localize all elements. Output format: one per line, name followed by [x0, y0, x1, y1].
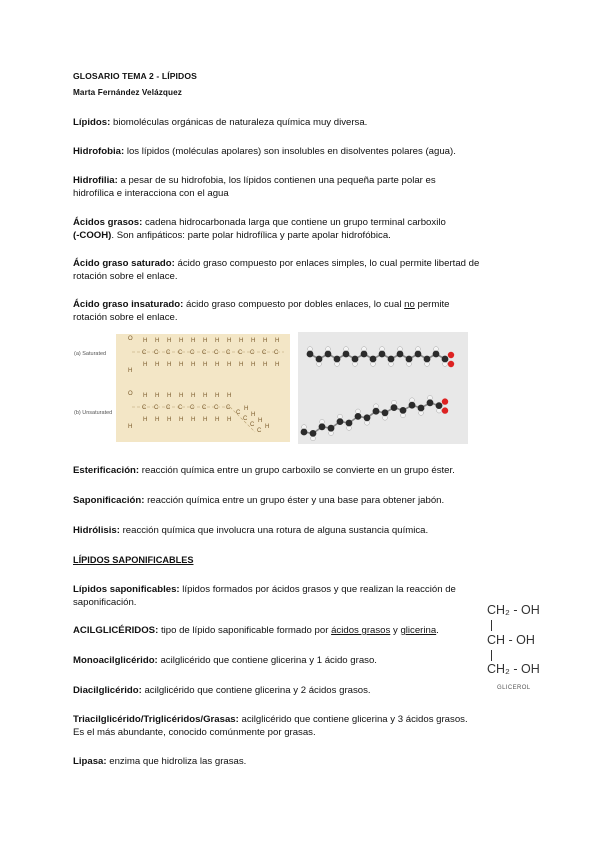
entry-triacilglicerido: [73, 713, 543, 739]
definition: reacción química entre un grupo éster y una base para obtener jabón.: [147, 495, 445, 506]
carbon-ball: [370, 356, 377, 363]
definition: ácido graso compuesto por enlaces simples, lo cual permite libertad de: [177, 258, 480, 269]
carbon-ball: [364, 414, 371, 421]
term: ACILGLICÉRIDOS:: [73, 625, 159, 636]
carbon-ball: [382, 409, 389, 416]
atom-carbon: C: [243, 416, 248, 422]
term: Saponificación:: [73, 495, 145, 506]
atom-hydrogen: H: [263, 362, 268, 368]
atom-hydrogen: H: [179, 338, 184, 344]
term: Triacilglicérido/Triglicéridos/Grasas:: [73, 714, 239, 725]
atom-hydrogen: H: [179, 362, 184, 368]
atom-hydrogen: H: [251, 338, 256, 344]
entry-saponificacion: [73, 494, 444, 507]
period: .: [436, 625, 439, 636]
atom-carbon: C: [142, 350, 147, 356]
entry-hidrofobia: [73, 145, 456, 158]
atom-hydrogen: H: [227, 362, 232, 368]
atom-carbon: C: [142, 405, 147, 411]
entry-lipidos: [73, 116, 367, 129]
atom-hydrogen: H: [179, 417, 184, 423]
definition-line2: . Son anfipáticos: parte polar hidrofílica y parte apolar hidrofóbica.: [111, 230, 391, 241]
atom-hydrogen: H: [251, 362, 256, 368]
atom-carbon: C: [236, 410, 241, 416]
carbon-ball: [361, 351, 368, 358]
atom-carbon: C: [202, 405, 207, 411]
atom-hydrogen: H: [155, 338, 160, 344]
definition: cadena hidrocarbonada larga que contiene un grupo terminal carboxilo: [144, 217, 446, 228]
atom-oxygen: O: [128, 391, 133, 397]
atom-hydrogen: H: [128, 368, 133, 374]
atom-hydrogen: H: [143, 362, 148, 368]
carbon-ball: [307, 351, 314, 358]
oxygen-ball: [448, 361, 454, 367]
term: Lípidos saponificables:: [73, 584, 180, 595]
bond-line: [491, 620, 492, 631]
carbon-ball: [436, 402, 443, 409]
atom-hydrogen: H: [155, 393, 160, 399]
ball-and-stick-diagram: [298, 332, 468, 444]
atom-hydrogen: H: [143, 417, 148, 423]
entry-lipasa: [73, 755, 246, 768]
carbon-ball: [424, 356, 431, 363]
carbon-ball: [379, 351, 386, 358]
atom-carbon: C: [154, 350, 159, 356]
atom-carbon: C: [214, 350, 219, 356]
structural-formula-diagram: [70, 332, 292, 444]
entry-diacilglicerido: [73, 684, 371, 697]
term: Hidrofilia:: [73, 175, 118, 186]
carbon-ball: [433, 351, 440, 358]
atom-hydrogen: H: [203, 417, 208, 423]
glycerol-row-3: CH₂ - OH: [487, 662, 540, 676]
atom-hydrogen: H: [167, 417, 172, 423]
atom-hydrogen: H: [263, 338, 268, 344]
atom-carbon: C: [202, 350, 207, 356]
atom-hydrogen: H: [143, 393, 148, 399]
glycerol-caption: GLICEROL: [497, 685, 531, 691]
carbon-ball: [418, 405, 425, 412]
carbon-ball: [373, 408, 380, 415]
atom-hydrogen: H: [215, 362, 220, 368]
carbon-ball: [391, 404, 398, 411]
carbon-ball: [442, 356, 449, 363]
entry-saturado: [73, 257, 543, 283]
conjunction: y: [392, 625, 398, 636]
atom-hydrogen: H: [167, 362, 172, 368]
atom-carbon: C: [154, 405, 159, 411]
glycerol-row-2: CH - OH: [487, 633, 535, 647]
carbon-ball: [316, 356, 323, 363]
term: Lípidos:: [73, 117, 111, 128]
carbon-ball: [415, 351, 422, 358]
definition: acilglicérido que contiene glicerina y 1 ácido graso.: [160, 655, 377, 666]
entry-acilgliceridos: [73, 624, 439, 637]
definition-line2: rotación sobre el enlace.: [73, 271, 178, 282]
carbon-ball: [310, 430, 317, 437]
carbon-ball: [301, 429, 308, 436]
entry-monoacilglicerido: [73, 654, 377, 667]
atom-hydrogen: H: [251, 412, 256, 418]
atom-carbon: C: [238, 350, 243, 356]
term: Esterificación:: [73, 465, 140, 476]
atom-carbon: C: [226, 350, 231, 356]
definition-underlined: no: [404, 299, 415, 310]
atom-hydrogen: H: [191, 362, 196, 368]
atom-hydrogen: H: [167, 393, 172, 399]
entry-hidrofilia: [73, 174, 533, 200]
section-heading: LÍPIDOS SAPONIFICABLES: [73, 555, 194, 565]
atom-carbon: C: [250, 350, 255, 356]
definition: ácido graso compuesto por dobles enlaces, lo cual: [186, 299, 402, 310]
carbon-ball: [319, 423, 326, 430]
entry-insaturado: [73, 298, 543, 324]
definition: a pesar de su hidrofobia, los lípidos contienen una pequeña parte polar es: [120, 175, 436, 186]
atom-hydrogen: H: [227, 338, 232, 344]
atom-hydrogen: H: [227, 417, 232, 423]
carbon-ball: [325, 351, 332, 358]
atom-hydrogen: H: [215, 417, 220, 423]
atom-hydrogen: H: [275, 362, 280, 368]
carbon-ball: [427, 399, 434, 406]
definition-line2: hidrofílica e interacciona con el agua: [73, 188, 229, 199]
atom-hydrogen: H: [167, 338, 172, 344]
atom-hydrogen: H: [191, 338, 196, 344]
atom-hydrogen: H: [239, 362, 244, 368]
carbon-ball: [355, 413, 362, 420]
definition: reacción química que involucra una rotura de alguna sustancia química.: [122, 525, 429, 536]
oxygen-ball: [448, 352, 454, 358]
glycerol-row-1: CH₂ - OH: [487, 603, 540, 617]
carbon-ball: [406, 356, 413, 363]
definition: acilglicérido que contiene glicerina y 2 ácidos grasos.: [144, 685, 371, 696]
term-cooh: (-COOH): [73, 230, 112, 241]
page-title: GLOSARIO TEMA 2 - LÍPIDOS: [73, 71, 197, 81]
oxygen-ball: [442, 398, 448, 404]
link-acidos-grasos: ácidos grasos: [331, 625, 391, 636]
atom-hydrogen: H: [215, 393, 220, 399]
carbon-ball: [343, 351, 350, 358]
definition-line2: Es el más abundante, conocido comúnmente por grasas.: [73, 727, 316, 738]
ball-and-stick-figure: [298, 332, 468, 444]
entry-esterificacion: [73, 464, 455, 477]
bond-line: [491, 650, 492, 661]
fatty-acid-structural-figure: [70, 332, 292, 444]
atom-hydrogen: H: [215, 338, 220, 344]
carbon-ball: [337, 418, 344, 425]
term: Lipasa:: [73, 756, 107, 767]
atom-hydrogen: H: [203, 393, 208, 399]
atom-hydrogen: H: [155, 417, 160, 423]
term: Ácido graso insaturado:: [73, 299, 184, 310]
atom-carbon: C: [178, 405, 183, 411]
link-glicerina: glicerina: [400, 625, 437, 636]
carbon-ball: [328, 425, 335, 432]
atom-hydrogen: H: [155, 362, 160, 368]
carbon-ball: [352, 356, 359, 363]
atom-hydrogen: H: [191, 417, 196, 423]
atom-hydrogen: H: [227, 393, 232, 399]
carbon-ball: [409, 402, 416, 409]
definition: reacción química entre un grupo carboxilo se convierte en un grupo éster.: [141, 465, 455, 476]
entry-acidos-grasos: [73, 216, 533, 242]
atom-carbon: C: [178, 350, 183, 356]
atom-carbon: C: [190, 405, 195, 411]
atom-hydrogen: H: [258, 418, 263, 424]
term: Diacilglicérido:: [73, 685, 142, 696]
atom-hydrogen: H: [191, 393, 196, 399]
atom-carbon: C: [262, 350, 267, 356]
term: Ácidos grasos:: [73, 217, 143, 228]
term: Ácido graso saturado:: [73, 258, 175, 269]
atom-hydrogen: H: [275, 338, 280, 344]
atom-carbon: C: [274, 350, 279, 356]
definition-line2: saponificación.: [73, 597, 137, 608]
definition: biomoléculas orgánicas de naturaleza química muy diversa.: [112, 117, 368, 128]
label-unsaturated: (b) Unsaturated: [74, 410, 113, 416]
carbon-ball: [397, 351, 404, 358]
term: Hidrofobia:: [73, 146, 125, 157]
definition-end: permite: [417, 299, 450, 310]
atom-hydrogen: H: [143, 338, 148, 344]
carbon-ball: [388, 356, 395, 363]
atom-hydrogen: H: [179, 393, 184, 399]
definition: tipo de lípido saponificable formado por: [160, 625, 329, 636]
atom-carbon: C: [190, 350, 195, 356]
author-name: Marta Fernández Velázquez: [73, 88, 182, 97]
term: Monoacilglicérido:: [73, 655, 158, 666]
carbon-ball: [400, 407, 407, 414]
definition: enzima que hidroliza las grasas.: [109, 756, 247, 767]
label-saturated: (a) Saturated: [74, 351, 107, 357]
definition-line2: rotación sobre el enlace.: [73, 312, 178, 323]
atom-hydrogen: H: [203, 338, 208, 344]
atom-hydrogen: H: [239, 338, 244, 344]
atom-carbon: C: [214, 405, 219, 411]
definition: los lípidos (moléculas apolares) son insolubles en disolventes polares (agua).: [126, 146, 456, 157]
definition: lípidos formados por ácidos grasos y que realizan la reacción de: [182, 584, 456, 595]
atom-oxygen: O: [128, 336, 133, 342]
entry-saponificables: [73, 583, 533, 609]
oxygen-ball: [442, 407, 448, 413]
atom-hydrogen: H: [128, 424, 133, 430]
atom-carbon: C: [250, 422, 255, 428]
atom-hydrogen: H: [244, 406, 249, 412]
atom-carbon: C: [226, 405, 231, 411]
atom-carbon: C: [257, 428, 262, 434]
atom-carbon: C: [166, 405, 171, 411]
definition: acilglicérido que contiene glicerina y 3 ácidos grasos.: [241, 714, 468, 725]
carbon-ball: [346, 420, 353, 427]
atom-hydrogen: H: [203, 362, 208, 368]
glycerol-structure: [487, 603, 557, 695]
atom-hydrogen: H: [265, 424, 270, 430]
atom-carbon: C: [166, 350, 171, 356]
term: Hidrólisis:: [73, 525, 120, 536]
entry-hidrolisis: [73, 524, 428, 537]
carbon-ball: [334, 356, 341, 363]
